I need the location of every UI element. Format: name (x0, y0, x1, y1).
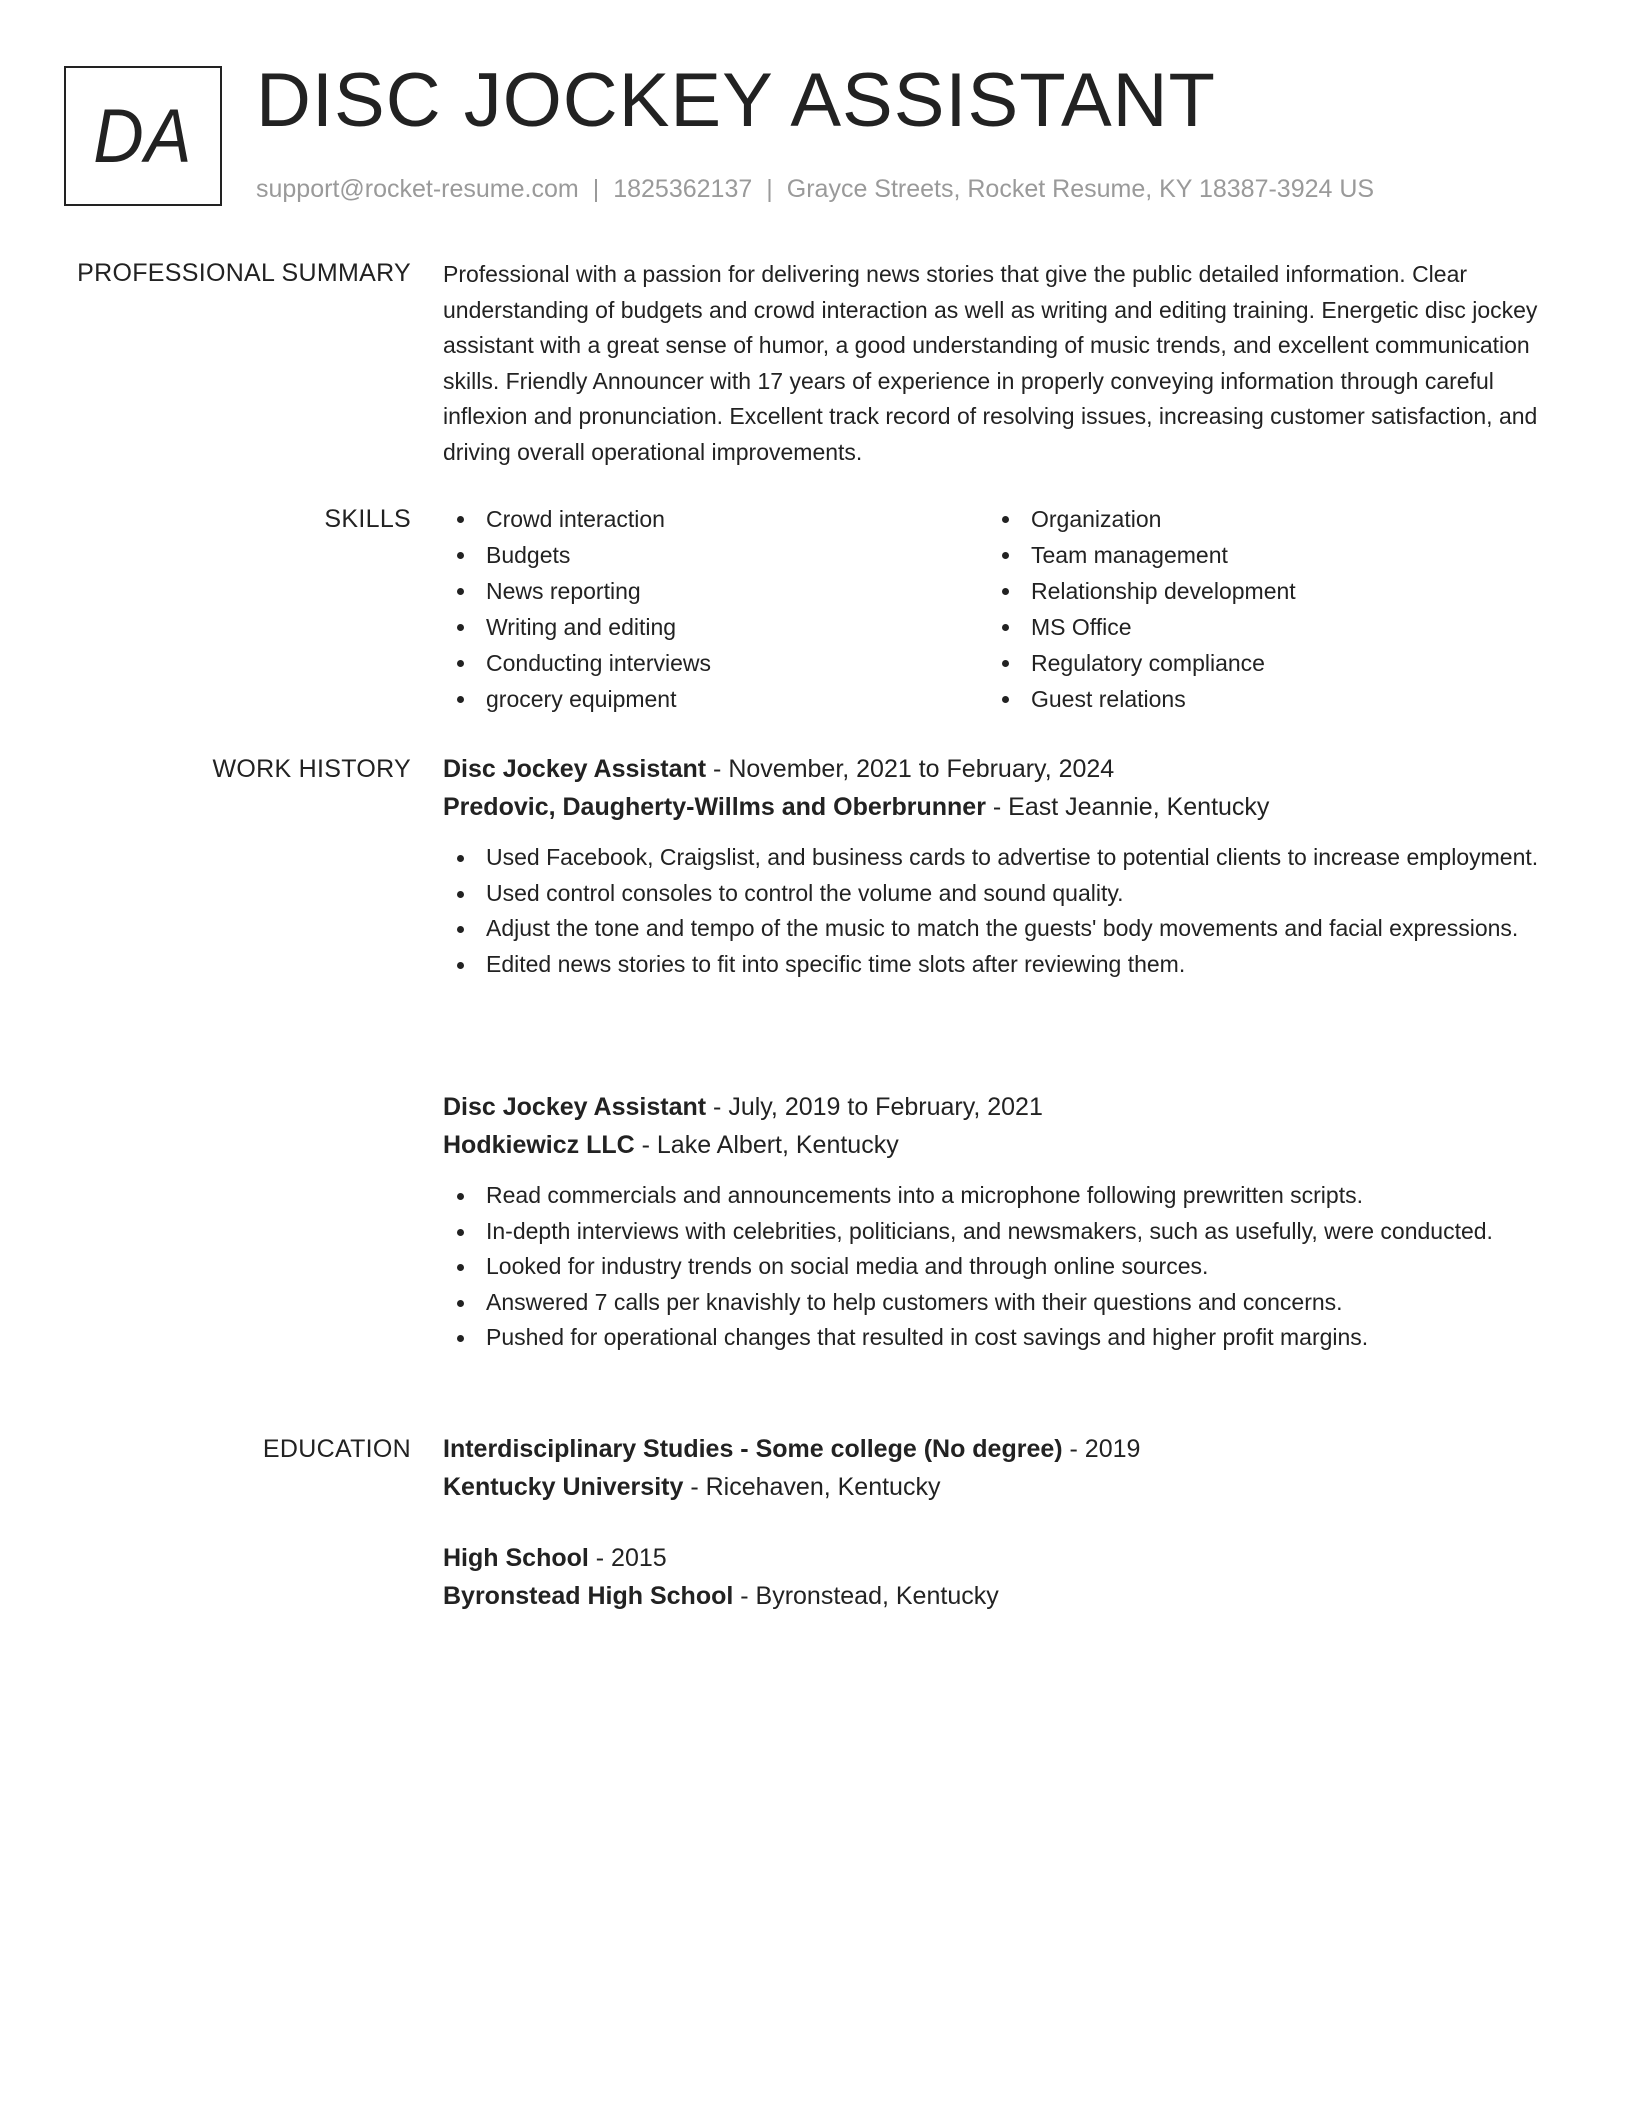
skill-item: grocery equipment (443, 682, 677, 716)
monogram-initials: DA (93, 93, 193, 179)
skills-list (443, 502, 1558, 712)
contact-line (256, 172, 1374, 206)
contact-address: Grayce Streets, Rocket Resume, KY 18387-3924 US (786, 175, 1375, 203)
resume-name: DISC JOCKEY ASSISTANT (256, 58, 1216, 143)
education-entry (443, 1539, 1558, 1615)
skill-item: MS Office (988, 610, 1132, 644)
education-school: Byronstead High School (443, 1582, 734, 1610)
summary-heading: PROFESSIONAL SUMMARY (77, 259, 411, 287)
education-year: - 2019 (1062, 1435, 1141, 1463)
education-year: - 2015 (588, 1544, 667, 1572)
education-location: - Ricehaven, Kentucky (683, 1473, 941, 1501)
contact-phone: 1825362137 (613, 175, 753, 203)
job-title-line (443, 750, 1558, 788)
job-bullet: Edited news stories to fit into specific time slots after reviewing them. (443, 947, 1558, 983)
job-location: - Lake Albert, Kentucky (634, 1131, 899, 1159)
summary-text: Professional with a passion for delivering news stories that give the public detailed information. Clear understanding of budgets and crowd interaction as well as writing and editing training. Energetic disc jockey assistant with a great sense of humor, a good understanding of music trends, and excellent communication skills. Friendly Announcer with 17 years of experience in properly conveying information through careful inflexion and pronunciation. Excellent track record of resolving issues, increasing customer satisfaction, and driving overall operational improvements. (443, 261, 1538, 465)
skill-item: Budgets (443, 538, 570, 572)
job-bullet: Read commercials and announcements into a microphone following prewritten scripts. (443, 1178, 1558, 1214)
job-bullet: In-depth interviews with celebrities, politicians, and newsmakers, such as usefully, were conducted. (443, 1214, 1558, 1250)
skill-item: Crowd interaction (443, 502, 665, 536)
education-degree-line (443, 1430, 1558, 1468)
job-company-line (443, 1126, 1558, 1164)
job-entry (443, 1088, 1558, 1356)
job-bullet: Looked for industry trends on social media and through online sources. (443, 1249, 1558, 1285)
job-title-line (443, 1088, 1558, 1126)
job-bullet: Used control consoles to control the volume and sound quality. (443, 876, 1558, 912)
job-company-line (443, 788, 1558, 826)
job-dates: - November, 2021 to February, 2024 (706, 755, 1115, 783)
skill-item: Writing and editing (443, 610, 676, 644)
monogram-box (64, 66, 222, 206)
job-bullet: Used Facebook, Craigslist, and business cards to advertise to potential clients to increase employment. (443, 840, 1558, 876)
job-bullets (443, 840, 1558, 982)
work-history-heading: WORK HISTORY (212, 755, 411, 783)
job-location: - East Jeannie, Kentucky (985, 793, 1270, 821)
job-entry (443, 750, 1558, 982)
job-dates: - July, 2019 to February, 2021 (706, 1093, 1043, 1121)
job-company: Hodkiewicz LLC (443, 1131, 635, 1159)
contact-separator: | (592, 175, 600, 203)
job-role: Disc Jockey Assistant (443, 1093, 707, 1121)
education-heading: EDUCATION (262, 1435, 411, 1463)
job-bullet: Pushed for operational changes that resulted in cost savings and higher profit margins. (443, 1320, 1558, 1356)
job-bullet: Answered 7 calls per knavishly to help customers with their questions and concerns. (443, 1285, 1558, 1321)
contact-separator: | (766, 175, 773, 203)
education-school-line (443, 1577, 1558, 1615)
education-degree: Interdisciplinary Studies - Some college (No degree) (443, 1435, 1063, 1463)
skill-item: Team management (988, 538, 1228, 572)
education-entry (443, 1430, 1558, 1506)
education-school: Kentucky University (443, 1473, 684, 1501)
education-degree: High School (443, 1544, 589, 1572)
job-bullets (443, 1178, 1558, 1356)
skills-heading: SKILLS (324, 505, 411, 533)
job-role: Disc Jockey Assistant (443, 755, 707, 783)
education-school-line (443, 1468, 1558, 1506)
skill-item: News reporting (443, 574, 641, 608)
skill-item: Relationship development (988, 574, 1296, 608)
skill-item: Guest relations (988, 682, 1186, 716)
job-bullet: Adjust the tone and tempo of the music to match the guests' body movements and facial expressions. (443, 911, 1558, 947)
skill-item: Conducting interviews (443, 646, 711, 680)
skill-item: Organization (988, 502, 1161, 536)
education-location: - Byronstead, Kentucky (733, 1582, 999, 1610)
job-company: Predovic, Daugherty-Willms and Oberbrunner (443, 793, 986, 821)
skill-item: Regulatory compliance (988, 646, 1265, 680)
education-degree-line (443, 1539, 1558, 1577)
contact-email: support@rocket-resume.com (256, 175, 579, 203)
